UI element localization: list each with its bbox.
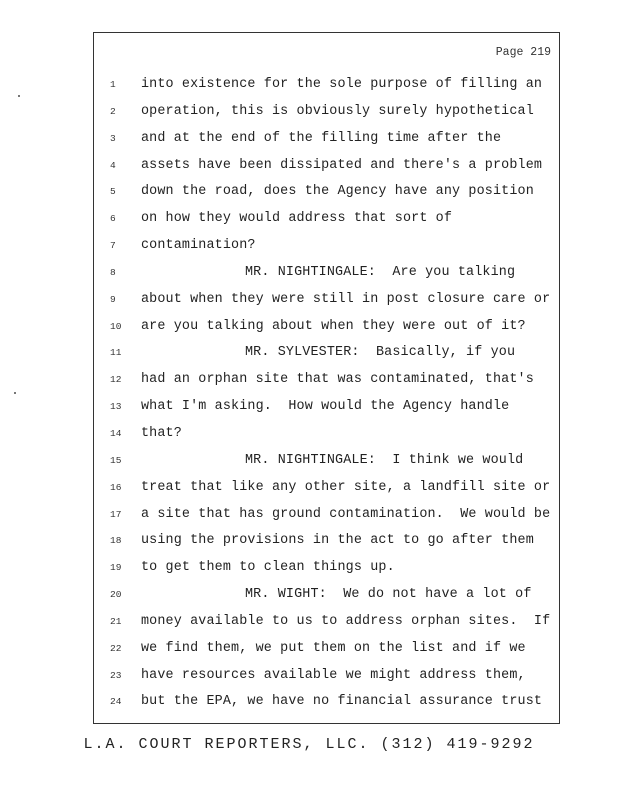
line-number: 23 xyxy=(110,669,122,681)
line-number: 1 xyxy=(110,79,116,90)
transcript-line: and at the end of the filling time after the xyxy=(141,130,502,146)
line-number: 3 xyxy=(110,132,116,144)
speaker-line: MR. NIGHTINGALE: I think we would xyxy=(245,452,524,468)
line-number: 12 xyxy=(110,374,122,386)
line-number: 5 xyxy=(110,186,116,198)
line-number: 4 xyxy=(110,159,116,171)
transcript-line: assets have been dissipated and there's a problem xyxy=(141,157,543,173)
transcript-line: we find them, we put them on the list and if we xyxy=(141,640,526,656)
speaker-line: MR. SYLVESTER: Basically, if you xyxy=(245,345,516,361)
transcript-line: that? xyxy=(141,425,182,441)
transcript-line: contamination? xyxy=(141,238,256,254)
speaker-line: MR. WIGHT: We do not have a lot of xyxy=(245,587,532,603)
line-number: 19 xyxy=(110,562,122,574)
speaker-line: MR. NIGHTINGALE: Are you talking xyxy=(245,264,516,280)
line-number: 17 xyxy=(110,508,122,520)
line-number: 18 xyxy=(110,535,122,547)
page-number: Page 219 xyxy=(495,46,551,59)
transcript-line: into existence for the sole purpose of filling an xyxy=(141,77,543,92)
transcript-page xyxy=(93,32,560,724)
line-number: 7 xyxy=(110,240,116,252)
scan-speck xyxy=(14,392,16,394)
transcript-line: treat that like any other site, a landfill site or xyxy=(141,479,551,495)
transcript-line: a site that has ground contamination. We would be xyxy=(141,506,551,522)
transcript-line: using the provisions in the act to go after them xyxy=(141,533,534,549)
line-number: 8 xyxy=(110,266,116,278)
line-number: 21 xyxy=(110,615,122,627)
line-number: 9 xyxy=(110,293,116,305)
line-number: 2 xyxy=(110,105,116,117)
line-number: 6 xyxy=(110,213,116,225)
line-number: 10 xyxy=(110,320,122,332)
scan-speck xyxy=(18,95,20,97)
line-number: 15 xyxy=(110,454,122,466)
line-number-column xyxy=(94,72,134,716)
line-number: 20 xyxy=(110,589,122,601)
transcript-line: about when they were still in post closure care or xyxy=(141,291,551,307)
transcript-line: money available to us to address orphan sites. If xyxy=(141,613,551,629)
line-number: 14 xyxy=(110,427,122,439)
line-number: 24 xyxy=(110,696,122,708)
court-reporter-footer: L.A. COURT REPORTERS, LLC. (312) 419-9292 xyxy=(83,736,535,753)
transcript-text xyxy=(141,72,553,716)
transcript-line: down the road, does the Agency have any position xyxy=(141,184,534,200)
transcript-line: have resources available we might address them, xyxy=(141,667,526,683)
line-number: 16 xyxy=(110,481,122,493)
transcript-line: but the EPA, we have no financial assurance trust xyxy=(141,694,543,710)
transcript-line: are you talking about when they were out of it? xyxy=(141,318,526,334)
transcript-line: to get them to clean things up. xyxy=(141,560,395,576)
line-number: 13 xyxy=(110,401,122,413)
line-number: 22 xyxy=(110,642,122,654)
transcript-line: on how they would address that sort of xyxy=(141,211,453,227)
transcript-line: what I'm asking. How would the Agency handle xyxy=(141,399,510,415)
transcript-line: had an orphan site that was contaminated, that's xyxy=(141,372,534,388)
line-number: 11 xyxy=(110,347,122,359)
transcript-line: operation, this is obviously surely hypothetical xyxy=(141,103,534,119)
